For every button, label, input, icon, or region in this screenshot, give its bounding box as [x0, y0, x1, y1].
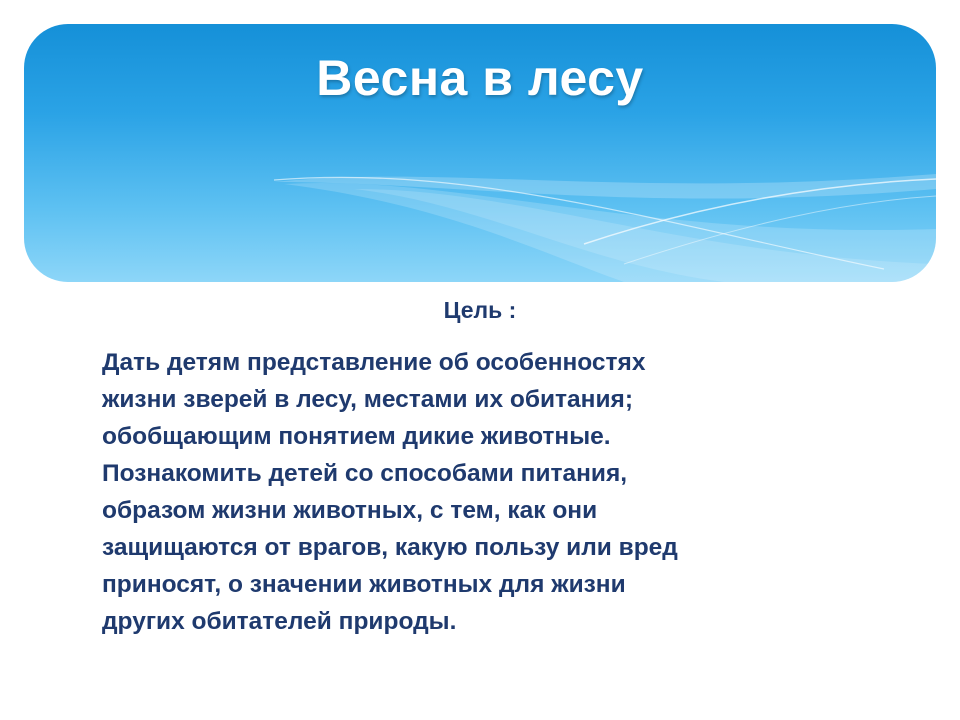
goal-line: Дать детям представление об особенностях: [102, 349, 646, 376]
slide-title: Весна в лесу: [316, 50, 644, 106]
goal-line: обобщающим понятием дикие животные.: [102, 423, 611, 450]
goal-line: Познакомить детей со способами питания,: [102, 460, 628, 487]
goal-line: жизни зверей в лесу, местами их обитания;: [102, 386, 633, 413]
goal-line: образом жизни животных, с тем, как они: [102, 497, 598, 524]
goal-text: [102, 344, 882, 640]
goal-heading: Цель :: [443, 297, 517, 323]
goal-line: защищаются от врагов, какую пользу или вред: [102, 534, 678, 561]
goal-line: приносят, о значении животных для жизни: [102, 571, 626, 598]
goal-line: других обитателей природы.: [102, 608, 457, 635]
